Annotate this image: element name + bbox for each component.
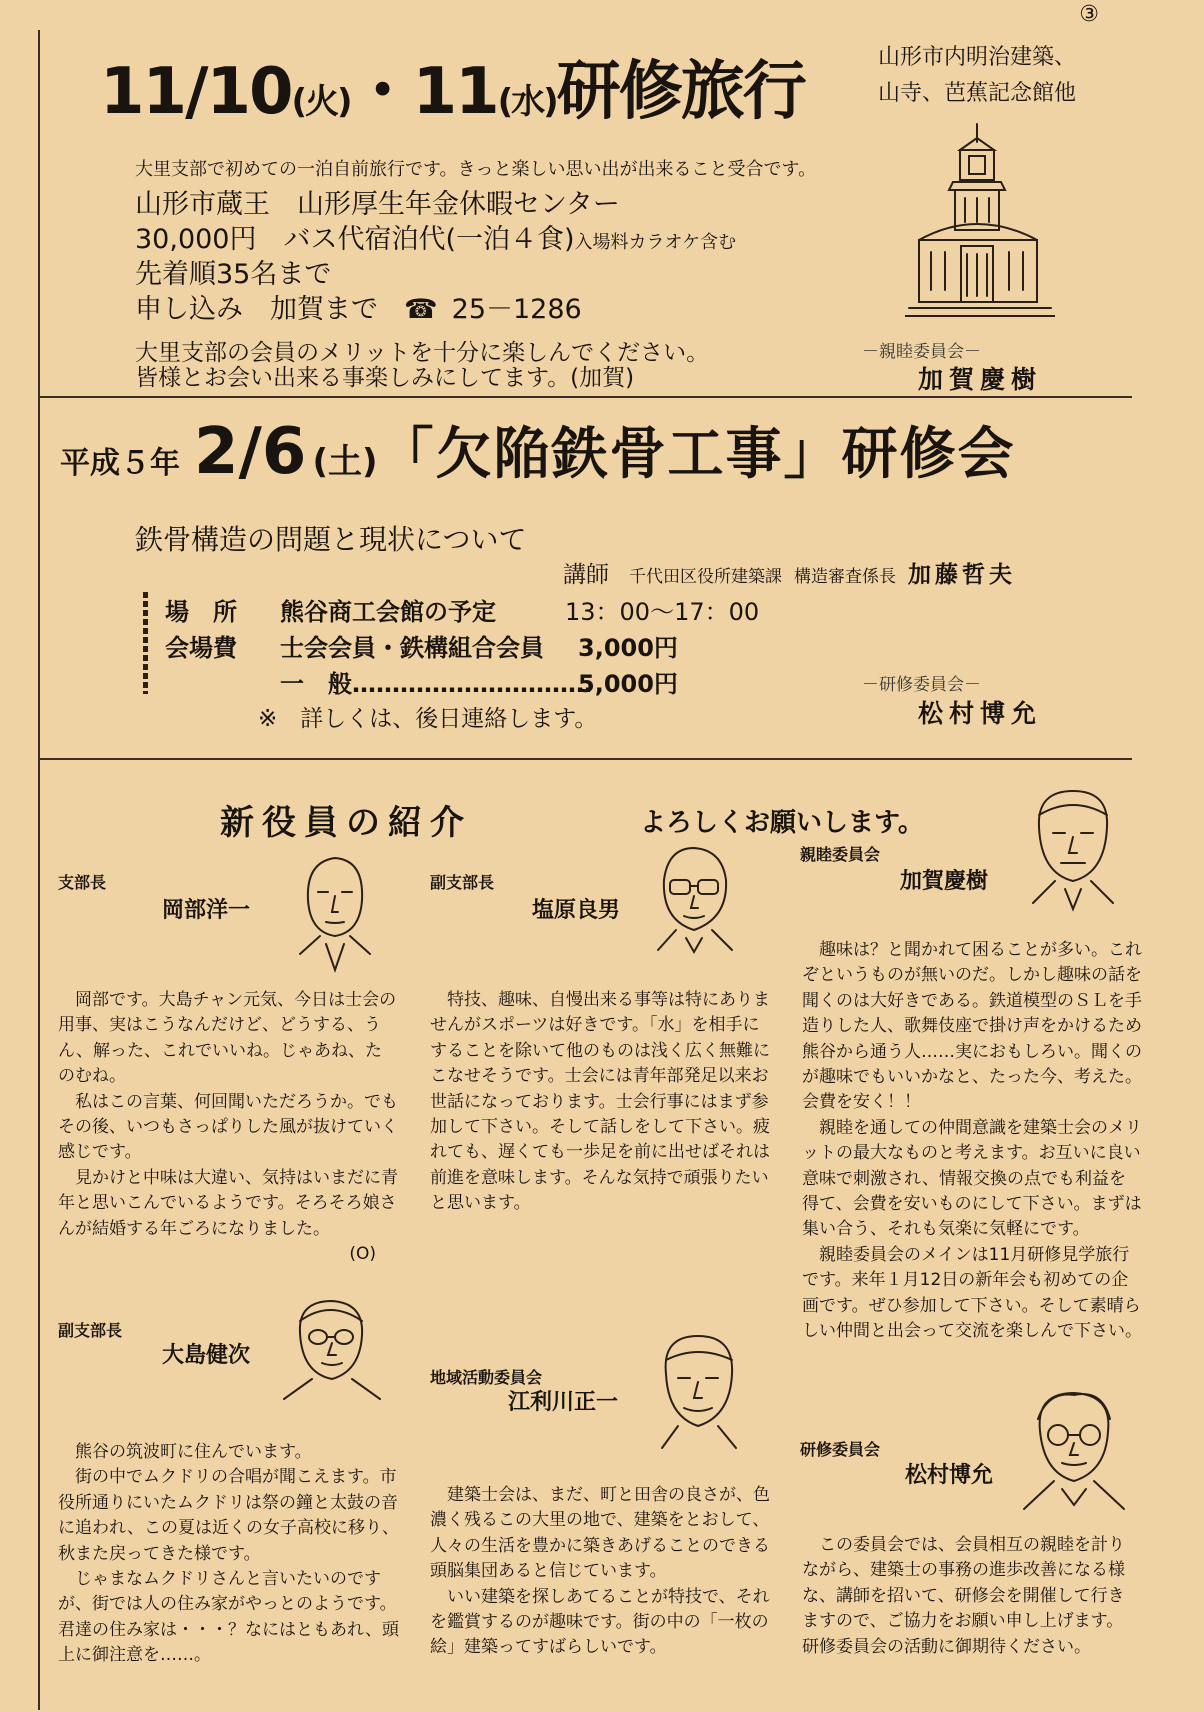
seminar-time: 13：00～17：00: [565, 598, 760, 626]
trip-committee: －親睦委員会－: [862, 342, 981, 362]
erikawa-name: 江利川正一: [508, 1390, 619, 1415]
officers-heading: 新役員の紹介: [220, 803, 472, 843]
kaga-text: 趣味は？と聞かれて困ることが多い。これぞというものが無いのだ。しかし趣味の話を聞くのは大好きである。鉄道模型のＳＬを手造りした人、歌舞伎座で掛け声をかけるため熊谷から通う人……実におもしろい。聞くのが趣味でもいいかなと、たった今、考えた。 会費を安く！！ 親睦を通しての仲間意識を建築士会のメリットの最大なものと考えます。お互いに良い意味で刺激され、情報交換の点でも利益を得て、会費を安いものにして下さい。まずは集い合う、それも気楽に気軽にです。 親睦委員会のメインは11月研修見学旅行です。来年１月12日の新年会も初めての企画です。ぜひ参加して下さい。そして素晴らしい仲間と出会って交流を楽しんで下さい。: [802, 940, 1142, 1342]
oshima-role: 副支部長: [58, 1321, 123, 1340]
matsumura-portrait: [1018, 1385, 1128, 1530]
shiobara-role: 副支部長: [430, 873, 495, 892]
oshima-text: 熊谷の筑波町に住んでいます。 街の中でムクドリの合唱が聞こえます。市役所通りにいたムクドリは祭の鐘と太鼓の音に追われ、この夏は近くの女子高校に移り、秋また戻ってきた様です。 じゃまなムクドリさんと言いたいのですが、街では人の住み家がやっとのようです。君達の住み家は・・・？なにはともあれ、頭上に御注意を……。: [58, 1442, 400, 1666]
trip-destinations: 山形市内明治建築、 山寺、芭蕉記念館他: [878, 45, 1077, 106]
kaga-role: 親睦委員会: [800, 845, 881, 864]
seminar-fee-member: 会場費 士会会員・鉄構組合会員: [165, 634, 544, 662]
page-number: ③: [1079, 2, 1099, 27]
meiji-building-illustration: [905, 120, 1055, 325]
matsumura-name: 松村博允: [905, 1463, 994, 1488]
seminar-fee-general-value: 5,000円: [578, 670, 678, 698]
erikawa-text: 建築士会は、まだ、町と田舎の良さが、色濃く残るこの大里の地で、建築をとおして、人々の生活を豊かに築きあげることのできる頭脳集団あると信じています。 いい建築を探しあてることが特技で、それを鑑賞するのが趣味です。街の中の「一枚の絵」建築ってすばらしいです。: [430, 1485, 770, 1658]
kaga-portrait: [1025, 785, 1121, 925]
left-border-rule: [38, 30, 40, 1710]
officers-greeting: よろしくお願いします。: [640, 808, 924, 838]
section-divider-1: [40, 396, 1132, 398]
trip-note-2: 皆様とお会い出来る事楽しみにしてます。(加賀): [135, 365, 635, 391]
seminar-committee: －研修委員会－: [862, 675, 981, 695]
kaga-name: 加賀慶樹: [900, 869, 989, 894]
trip-cost: 30,000円 バス代宿泊代(一泊４食)入場料カラオケ含む: [135, 224, 737, 255]
matsumura-role: 研修委員会: [800, 1440, 881, 1459]
shiobara-portrait: [648, 840, 740, 972]
seminar-heading: 平成５年 2/6 (土)「欠陥鉄骨工事」研修会: [60, 415, 1016, 489]
seminar-fee-member-value: 3,000円: [578, 634, 678, 662]
okabe-name: 岡部洋一: [162, 898, 251, 923]
shiobara-name: 塩原良男: [532, 898, 621, 923]
oshima-portrait: [280, 1295, 385, 1413]
okabe-portrait: [290, 850, 380, 980]
trip-venue: 山形市蔵王 山形厚生年金休暇センター: [135, 189, 620, 220]
trip-apply: 申し込み 加賀まで ☎ 25－1286: [135, 294, 582, 325]
trip-capacity: 先着順35名まで: [135, 259, 332, 290]
shiobara-text: 特技、趣味、自慢出来る事等は特にありませんがスポーツは好きです。「水」を相手にすることを除いて他のものは浅く広く無難にこなせそうです。士会には青年部発足以来お世話になっております。士会行事にはまず参加して下さい。そして話しをして下さい。疲れても、遅くても一歩足を前に出せばそれは前進を意味します。そんな気持で頑張りたいと思います。: [430, 990, 770, 1214]
okabe-role: 支部長: [58, 873, 107, 892]
section-divider-2: [40, 758, 1132, 760]
seminar-subtitle: 鉄骨構造の問題と現状について: [135, 523, 527, 556]
trip-intro: 大里支部で初めての一泊自前旅行です。きっと楽しい思い出が出来ること受合です。: [135, 159, 817, 180]
okabe-text: 岡部です。大島チャン元気、今日は士会の用事、実はこうなんだけど、どうする、うん、解った、これでいいね。じゃあね、たのむね。 私はこの言葉、何回聞いただろうか。でもその後、いつもさっぱりした風が抜けていく感じです。 見かけと中味は大違い、気持はいまだに青年と思いこんでいるようです。そろそろ娘さんが結婚する年ごろになりました。 (O): [58, 990, 398, 1265]
trip-heading: 11/10(火)・11(水)研修旅行: [100, 55, 805, 129]
trip-signer: 加賀慶樹: [918, 365, 1043, 394]
seminar-signer: 松村博允: [918, 699, 1043, 728]
trip-note-1: 大里支部の会員のメリットを十分に楽しんでください。: [135, 340, 710, 366]
seminar-lecturer: 講師 千代田区役所建築課 構造審査係長 加藤哲夫: [563, 562, 1016, 588]
oshima-name: 大島健次: [162, 1343, 251, 1368]
erikawa-portrait: [648, 1330, 750, 1470]
seminar-place: 場 所 熊谷商工会館の予定: [165, 598, 496, 626]
erikawa-role: 地域活動委員会: [430, 1368, 543, 1387]
info-bar: [143, 592, 148, 694]
seminar-fee-general: 一 般…………………………: [280, 670, 592, 698]
phone-icon: ☎: [404, 294, 438, 325]
matsumura-text: この委員会では、会員相互の親睦を計りながら、建築士の事務の進歩改善になる様な、講師を招いて、研修会を開催して行きますので、ご協力をお願い申し上げます。 研修委員会の活動に御期待ください。: [802, 1535, 1125, 1657]
seminar-note: ※ 詳しくは、後日連絡します。: [258, 706, 598, 732]
